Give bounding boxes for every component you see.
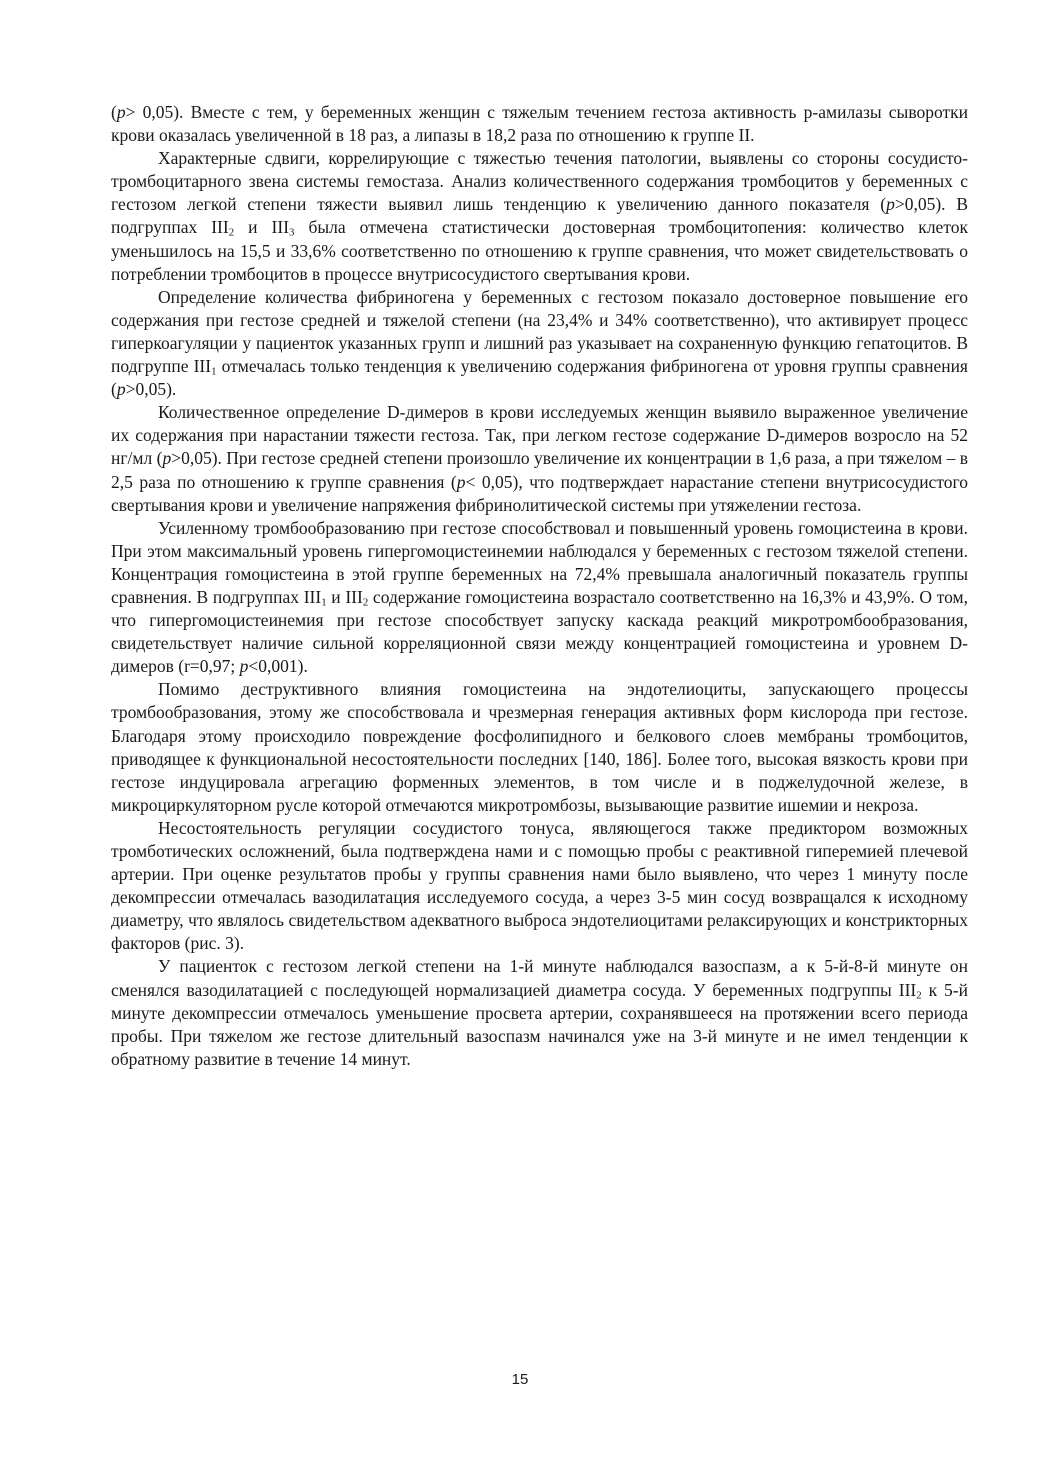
text-run: >0,05). При гестозе средней степени произошло увеличение их концентрации в 1,6 раза, а при тяжелом – в 2,5 раза по отношению к группе сравнения ( <box>111 448 968 492</box>
paragraph <box>111 955 968 1070</box>
page-number: 15 <box>511 1371 529 1388</box>
text-run: ( <box>111 102 117 122</box>
subscript-text: 1 <box>321 596 327 609</box>
text-run: Усиленному тромбообразованию при гестозе способствовал и повышенный уровень гомоцистеина в крови. При этом максимальный уровень гипергомоцистеинемии наблюдался у беременных с гестозом тяжелой степени. Концентрация гомоцистеина в этой группе беременных на 72,4% превышала аналогичный показатель группы сравнения. В подгруппах III <box>111 517 968 607</box>
paragraph <box>111 678 968 817</box>
paragraph <box>111 817 968 956</box>
text-run: Помимо деструктивного влияния гомоцистеина на эндотелиоциты, запускающего процессы тромбообразования, этому же способствовала и чрезмерная генерация активных форм кислорода при гестозе. Благодаря этому происходило повреждение фосфолипидного и белкового слоев мембраны тромбоцитов, приводящее к функциональной несостоятельности последних [140, 186]. Более того, высокая вязкость крови при гестозе индуцировала агрегацию форменных элементов, в том числе и в поджелудочной железе, в микроциркуляторном русле которой отмечаются микротромбозы, вызывающие развитие ишемии и некроза. <box>111 679 968 815</box>
text-run: отмечалась только тенденция к увеличению содержания фибриногена от уровня группы сравнения ( <box>111 356 968 400</box>
text-run: <0,001). <box>248 656 308 677</box>
text-run: к 5-й минуте декомпрессии отмечалось уменьшение просвета артерии, сохранявшееся на протяжении всего периода пробы. При тяжелом же гестозе длительный вазоспазм начинался уже на 3-й минуте и не имел тенденции к обратному развитие в течение 14 минут. <box>111 979 968 1069</box>
text-run: У пациенток с гестозом легкой степени на 1-й минуте наблюдался вазоспазм, а к 5-й-8-й минуте он сменялся вазодилатацией с последующей нормализацией диаметра сосуда. У беременных подгруппы III <box>111 956 968 1000</box>
text-run: >0,05). <box>125 379 177 400</box>
italic-text: p <box>886 194 895 215</box>
text-run: >0,05). В подгруппах III <box>111 194 969 238</box>
subscript-text: 2 <box>362 596 369 609</box>
italic-text: p <box>456 471 466 492</box>
paragraph <box>111 286 968 401</box>
text-run: Несостоятельность регуляции сосудистого тонуса, являющегося также предиктором возможных тромботических осложнений, была подтверждена нами и с помощью пробы с реактивной гиперемией плечевой артерии. При оценке результатов пробы у группы сравнения нами было выявлено, что через 1 минуту после декомпрессии отмечалась вазодилатация исследуемого сосуда, а через 3-5 мин сосуд возвращался к исходному диаметру, что являлось свидетельством адекватного выброса эндотелиоцитами релаксирующих и констрикторных факторов (рис. 3). <box>111 817 968 954</box>
text-run: Количественное определение D-димеров в крови исследуемых женщин выявило выраженное увеличение их содержания при нарастании тяжести гестоза. Так, при легком гестозе содержание D-димеров возросло на 52 нг/мл ( <box>111 402 968 469</box>
text-run: содержание гомоцистеина возрастало соответственно на 16,3% и 43,9%. О том, что гипергомоцистеинемия при гестозе способствует запуску каскада реакций микротромбообразования, свидетельствует наличие сильной корреляционной связи между концентрацией гомоцистеина и уровнем D-димеров (r=0,97; <box>111 586 968 677</box>
paragraph <box>111 101 968 147</box>
paragraph <box>111 147 968 286</box>
subscript-text: 3 <box>289 227 295 240</box>
subscript-text: 1 <box>211 365 217 378</box>
text-run: была отмечена статистически достоверная тромбоцитопения: количество клеток уменьшилось на 15,5 и 33,6% соответственно по отношению к группе сравнения, что может свидетельствовать о потреблении тромбоцитов в процессе внутрисосудистого свертывания крови. <box>111 217 968 284</box>
subscript-text: 2 <box>916 989 922 1002</box>
text-run: и III <box>234 217 290 238</box>
subscript-text: 2 <box>228 227 235 240</box>
paragraph <box>111 517 968 679</box>
text-run: > 0,05). Вместе с тем, у беременных женщин с тяжелым течением гестоза активность р-амилазы сыворотки крови оказалась увеличенной в 18 раз, а липазы в 18,2 раза по отношению к группе II. <box>111 102 968 146</box>
text-run: < 0,05), что подтверждает нарастание степени внутрисосудистого свертывания крови и увеличение напряжения фибринолитической системы при утяжелении гестоза. <box>111 471 968 515</box>
italic-text: p <box>162 448 172 469</box>
text-run: Определение количества фибриногена у беременных с гестозом показало достоверное повышение его содержания при гестозе средней и тяжелой степени (на 23,4% и 34% соответственно), что активирует процесс гиперкоагуляции у пациенток указанных групп и лишний раз указывает на сохраненную функцию гепатоцитов. В подгруппе III <box>111 286 968 377</box>
italic-text: p <box>116 379 126 400</box>
body-text <box>111 101 968 1071</box>
paragraph <box>111 401 968 516</box>
italic-text: p <box>239 656 249 677</box>
text-run: Характерные сдвиги, коррелирующие с тяжестью течения патологии, выявлены со стороны сосудисто-тромбоцитарного звена системы гемостаза. Анализ количественного содержания тромбоцитов у беременных с гестозом легкой степени тяжести выявил лишь тенденцию к увеличению данного показателя ( <box>111 148 968 215</box>
text-run: и III <box>326 586 363 607</box>
italic-text: p <box>116 102 126 122</box>
